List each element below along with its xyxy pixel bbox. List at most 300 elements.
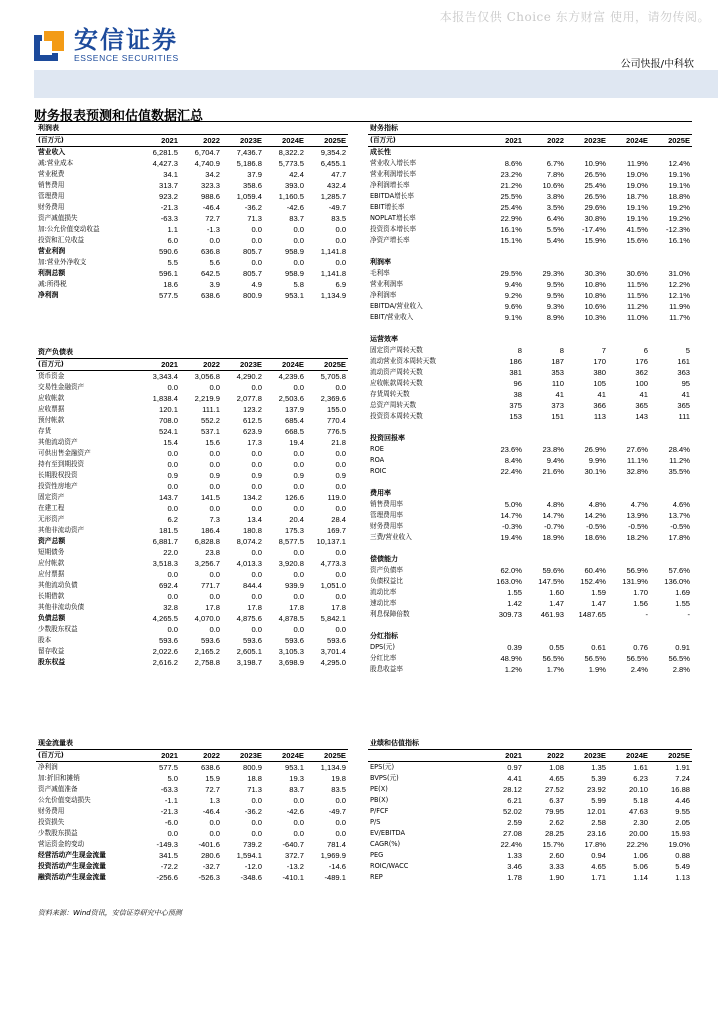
- row-value: 17.8: [289, 603, 304, 612]
- row-label: 营业利润: [38, 247, 66, 255]
- row-label: DPS(元): [370, 643, 395, 651]
- year-header: 2022: [180, 359, 222, 371]
- row-value: -526.3: [198, 873, 220, 882]
- row-value: 10,137.1: [316, 537, 346, 546]
- row-value: 22.0: [163, 548, 178, 557]
- row-value: 18.6: [163, 280, 178, 289]
- row-value: 800.9: [242, 291, 262, 300]
- row-value: 5: [685, 346, 691, 355]
- row-value: 6.0: [167, 236, 178, 245]
- row-label: 总资产周转天数: [370, 401, 417, 409]
- row-value: 0.0: [209, 592, 220, 601]
- row-value: 38: [513, 390, 522, 399]
- row-value: 34.2: [205, 170, 220, 179]
- row-label: 货币资金: [38, 372, 65, 380]
- section-label: 运营效率: [370, 335, 398, 343]
- row-value: 1,141.8: [320, 247, 347, 256]
- row-value: 0.94: [591, 851, 606, 860]
- row-value: 0.0: [209, 383, 220, 392]
- row-label: CAGR(%): [370, 840, 401, 848]
- row-label: 营业利润增长率: [370, 170, 417, 178]
- row-value: 4,295.0: [320, 658, 346, 667]
- row-value: 1.47: [591, 599, 606, 608]
- row-value: 23.8: [205, 548, 220, 557]
- logo-name-en: ESSENCE SECURITIES: [74, 53, 179, 63]
- row-label: 流动营业资本周转天数: [370, 357, 436, 365]
- row-label: 资产负债率: [370, 566, 403, 574]
- table-row: [368, 455, 692, 466]
- row-value: 1.78: [507, 873, 522, 882]
- row-value: 1,838.4: [152, 394, 178, 403]
- table-row: [36, 481, 348, 492]
- row-value: 0.0: [335, 625, 346, 634]
- table-header-row: [36, 359, 348, 371]
- row-value: 0.0: [251, 592, 262, 601]
- row-value: 781.4: [326, 840, 346, 849]
- row-value: -401.6: [198, 840, 220, 849]
- row-value: 4.6%: [672, 500, 691, 509]
- row-value: 23.6%: [500, 445, 522, 454]
- row-label: 投资和汇兑收益: [38, 236, 85, 244]
- row-value: 17.8: [205, 603, 220, 612]
- row-value: 32.8%: [626, 467, 648, 476]
- year-header: 2024E: [264, 750, 306, 762]
- row-value: 593.6: [158, 636, 178, 645]
- row-value: 10.8%: [584, 280, 606, 289]
- table-row: [36, 448, 348, 459]
- row-value: 3,056.8: [194, 372, 220, 381]
- section-label: 偿债能力: [370, 555, 398, 563]
- row-value: 0.0: [251, 383, 262, 392]
- row-value: 0.0: [167, 625, 178, 634]
- row-label: 资产总额: [38, 537, 66, 545]
- row-value: 953.1: [284, 291, 304, 300]
- row-value: 30.3%: [584, 269, 606, 278]
- table-row: [36, 426, 348, 437]
- row-value: -63.3: [160, 214, 178, 223]
- row-value: 6,704.7: [194, 148, 220, 157]
- row-value: 1.42: [507, 599, 522, 608]
- row-value: 17.8: [331, 603, 346, 612]
- row-value: 0.9: [335, 471, 346, 480]
- row-value: -489.1: [324, 873, 346, 882]
- table-row: [36, 795, 348, 806]
- row-value: 0.76: [633, 643, 648, 652]
- row-value: 155.0: [326, 405, 346, 414]
- row-value: 393.0: [284, 181, 304, 190]
- row-value: 20.10: [628, 785, 648, 794]
- row-value: 60.4%: [584, 566, 606, 575]
- row-value: 1,969.9: [320, 851, 346, 860]
- row-value: 380: [593, 368, 606, 377]
- row-value: 18.8%: [668, 192, 691, 201]
- section-row: [368, 554, 692, 565]
- row-value: 0.0: [251, 504, 262, 513]
- row-value: 309.73: [498, 610, 522, 619]
- row-value: 577.5: [158, 763, 178, 772]
- year-header: 2022: [180, 750, 222, 762]
- row-value: 4,427.3: [152, 159, 178, 168]
- row-value: 4.41: [507, 774, 522, 783]
- row-value: 0.0: [293, 818, 304, 827]
- row-value: 13.7%: [668, 511, 691, 520]
- row-value: 18.8: [247, 774, 262, 783]
- row-value: 2.59: [507, 818, 522, 827]
- year-header: 2025E: [650, 750, 692, 762]
- table-row: [36, 213, 348, 224]
- row-label: 负债权益比: [370, 577, 403, 585]
- row-value: 10.8%: [584, 291, 606, 300]
- row-value: 11.7%: [669, 313, 691, 322]
- table-row: [368, 378, 692, 389]
- table-row: [368, 806, 692, 817]
- row-value: 25.5%: [500, 192, 522, 201]
- income-statement-table: [36, 123, 348, 301]
- row-value: 1,285.7: [320, 192, 347, 201]
- table-header-row: [36, 750, 348, 762]
- row-value: 3,343.4: [152, 372, 178, 381]
- row-value: 5.4%: [546, 236, 564, 245]
- row-value: 6,281.5: [152, 148, 178, 157]
- section-label: 投资回报率: [370, 434, 405, 442]
- row-value: 363: [677, 368, 691, 377]
- unit-label: (百万元): [36, 750, 138, 762]
- row-value: 131.9%: [622, 577, 648, 586]
- row-value: 41: [555, 390, 564, 399]
- row-label: 存货: [38, 427, 52, 435]
- valuation-table: [368, 738, 692, 883]
- row-value: 9.1%: [504, 313, 522, 322]
- row-value: 105: [593, 379, 606, 388]
- row-value: 6.37: [549, 796, 564, 805]
- table-row: [36, 268, 348, 279]
- row-value: 15.9: [205, 774, 220, 783]
- row-value: 9.4%: [546, 456, 564, 465]
- row-label: 经营活动产生现金流量: [38, 851, 106, 859]
- row-value: 0.9: [251, 471, 262, 480]
- row-value: 5.0: [167, 774, 178, 783]
- row-value: 22.4%: [500, 840, 522, 849]
- row-value: 29.5%: [500, 269, 522, 278]
- table-title-row: [36, 347, 348, 359]
- row-value: 0.0: [251, 570, 262, 579]
- row-value: 19.1%: [668, 181, 691, 190]
- row-value: 771.7: [200, 581, 220, 590]
- table-row: [36, 657, 348, 668]
- row-value: 169.7: [326, 526, 346, 535]
- row-value: 19.2%: [668, 214, 691, 223]
- row-value: 5,842.1: [320, 614, 346, 623]
- row-value: 72.7: [205, 785, 220, 794]
- row-value: 28.25: [544, 829, 564, 838]
- row-value: 9.5%: [546, 291, 564, 300]
- table-title-row: [36, 738, 348, 750]
- row-value: 668.5: [284, 427, 304, 436]
- row-value: 23.8%: [542, 445, 564, 454]
- table-row: [368, 773, 692, 784]
- row-label: EBIT增长率: [370, 203, 405, 211]
- row-label: 加:公允价值变动收益: [38, 225, 100, 233]
- row-value: 0.0: [293, 796, 304, 805]
- year-header: 2022: [524, 135, 566, 147]
- row-value: 0.0: [251, 818, 262, 827]
- table-row: [36, 569, 348, 580]
- row-value: 11.2%: [627, 302, 648, 311]
- row-value: 4,878.5: [278, 614, 304, 623]
- row-label: 无形资产: [38, 515, 65, 523]
- row-label: 其他非流动负债: [38, 603, 85, 611]
- row-value: 0.0: [209, 460, 220, 469]
- row-value: 180.8: [242, 526, 262, 535]
- table-row: [368, 565, 692, 576]
- table-row: [368, 861, 692, 872]
- row-value: 2.62: [549, 818, 564, 827]
- table-row: [36, 470, 348, 481]
- row-label: PB(X): [370, 796, 389, 804]
- table-header-row: [36, 135, 348, 147]
- row-value: 8.9%: [546, 313, 564, 322]
- row-value: 17.3: [247, 438, 262, 447]
- header-blank: [368, 750, 482, 762]
- row-value: 3.8%: [546, 192, 564, 201]
- row-value: 3,701.4: [320, 647, 346, 656]
- row-value: 23.16: [586, 829, 606, 838]
- financial-indicators-table: [368, 123, 692, 675]
- row-value: 47.63: [628, 807, 648, 816]
- table-title: 利润表: [38, 124, 59, 132]
- row-value: 3,920.8: [278, 559, 304, 568]
- row-value: 147.5%: [538, 577, 564, 586]
- row-value: 41.5%: [626, 225, 648, 234]
- row-label: 营业收入增长率: [370, 159, 417, 167]
- row-value: 381: [509, 368, 522, 377]
- row-label: 营业税费: [38, 170, 65, 178]
- row-value: 2.8%: [672, 665, 691, 674]
- table-row: [368, 235, 692, 246]
- row-value: 1.70: [633, 588, 648, 597]
- row-value: 79.95: [544, 807, 564, 816]
- row-value: 593.6: [326, 636, 346, 645]
- row-value: 151: [551, 412, 564, 421]
- table-row: [368, 839, 692, 850]
- row-value: 83.5: [331, 785, 346, 794]
- row-value: 18.2%: [626, 533, 648, 542]
- row-value: 0.0: [335, 592, 346, 601]
- row-value: 323.3: [200, 181, 220, 190]
- row-value: 0.0: [293, 236, 304, 245]
- row-value: 1.60: [549, 588, 564, 597]
- row-value: 4.46: [675, 796, 691, 805]
- row-label: NOPLAT增长率: [370, 214, 416, 222]
- table-row: [36, 580, 348, 591]
- row-value: 2,077.8: [236, 394, 262, 403]
- table-row: [368, 213, 692, 224]
- row-label: 在建工程: [38, 504, 65, 512]
- row-value: 30.6%: [626, 269, 648, 278]
- row-value: 5.06: [633, 862, 648, 871]
- row-value: -49.7: [328, 807, 346, 816]
- table-row: [368, 202, 692, 213]
- section-row: [368, 334, 692, 345]
- table-row: [368, 817, 692, 828]
- row-label: ROIC: [370, 467, 387, 475]
- table-row: [36, 290, 348, 301]
- row-value: 1,134.9: [320, 763, 346, 772]
- spacer-row: [368, 422, 692, 433]
- row-value: 0.0: [209, 829, 220, 838]
- row-label: 速动比率: [370, 599, 397, 607]
- row-value: 2,503.6: [278, 394, 304, 403]
- row-value: 4,875.6: [236, 614, 262, 623]
- row-label: 管理费用率: [370, 511, 403, 519]
- row-value: 365: [677, 401, 691, 410]
- row-label: 其他流动资产: [38, 438, 78, 446]
- row-value: 642.5: [200, 269, 220, 278]
- row-value: 1.1: [167, 225, 178, 234]
- row-value: -: [645, 610, 648, 619]
- table-row: [36, 257, 348, 268]
- table-row: [368, 169, 692, 180]
- row-value: 4.65: [549, 774, 564, 783]
- row-value: 72.7: [205, 214, 220, 223]
- row-value: 5.39: [591, 774, 606, 783]
- row-value: 0.0: [293, 592, 304, 601]
- row-value: 0.0: [209, 570, 220, 579]
- row-value: 7.24: [675, 774, 691, 783]
- row-value: 313.7: [158, 181, 178, 190]
- table-row: [36, 514, 348, 525]
- table-row: [368, 180, 692, 191]
- table-row: [36, 393, 348, 404]
- row-value: 59.6%: [542, 566, 564, 575]
- row-value: 0.0: [293, 258, 304, 267]
- table-row: [36, 817, 348, 828]
- row-value: 11.0%: [627, 313, 648, 322]
- table-row: [36, 191, 348, 202]
- table-row: [36, 635, 348, 646]
- row-value: 2,022.6: [152, 647, 178, 656]
- table-row: [368, 532, 692, 543]
- table-row: [36, 872, 348, 883]
- row-value: 123.2: [242, 405, 262, 414]
- row-value: 4,773.3: [320, 559, 346, 568]
- row-value: 10.6%: [584, 302, 606, 311]
- row-value: 0.0: [293, 829, 304, 838]
- row-value: 1487.65: [578, 610, 606, 619]
- row-value: 1.55: [507, 588, 522, 597]
- row-value: 2.05: [675, 818, 691, 827]
- logo-mark-icon: [34, 29, 66, 61]
- row-label: 销售费用率: [370, 500, 403, 508]
- table-row: [368, 158, 692, 169]
- company-logo: [34, 27, 179, 63]
- row-value: -149.3: [156, 840, 178, 849]
- row-value: 373: [551, 401, 564, 410]
- row-label: 管理费用: [38, 192, 65, 200]
- section-label: 利润率: [370, 258, 391, 266]
- row-value: 0.0: [335, 796, 346, 805]
- table-row: [36, 180, 348, 191]
- section-row: [368, 147, 692, 159]
- row-value: 0.9: [293, 471, 304, 480]
- row-value: 25.4%: [500, 203, 522, 212]
- unit-label: (百万元): [368, 135, 482, 147]
- row-value: 0.0: [293, 225, 304, 234]
- row-value: 19.3: [289, 774, 304, 783]
- row-value: 25.4%: [584, 181, 606, 190]
- table-row: [368, 642, 692, 653]
- row-label: 流动资产周转天数: [370, 368, 423, 376]
- row-value: 1.47: [549, 599, 564, 608]
- table-row: [368, 598, 692, 609]
- row-value: 0.0: [335, 570, 346, 579]
- row-value: 2.30: [633, 818, 648, 827]
- section-label: 成长性: [370, 148, 391, 156]
- row-value: 0.0: [167, 383, 178, 392]
- row-label: 减:营业成本: [38, 159, 74, 167]
- row-label: 交易性金融资产: [38, 383, 85, 391]
- row-value: 30.1%: [584, 467, 606, 476]
- row-label: 持有至到期投资: [38, 460, 85, 468]
- table-row: [368, 872, 692, 883]
- row-value: -640.7: [282, 840, 304, 849]
- row-value: -0.7%: [544, 522, 564, 531]
- row-value: 9.9%: [588, 456, 606, 465]
- header-bar: [34, 70, 718, 98]
- row-value: 1.59: [591, 588, 606, 597]
- row-value: 537.1: [200, 427, 220, 436]
- row-value: 4,290.2: [236, 372, 262, 381]
- row-value: 2.58: [591, 818, 606, 827]
- row-label: 营运资金的变动: [38, 840, 85, 848]
- row-label: 投资性房地产: [38, 482, 78, 490]
- row-value: 2,616.2: [152, 658, 178, 667]
- row-value: 280.6: [200, 851, 220, 860]
- row-value: 0.0: [251, 796, 262, 805]
- row-value: 186.4: [200, 526, 220, 535]
- row-value: 0.0: [335, 449, 346, 458]
- row-value: 28.4%: [668, 445, 691, 454]
- row-value: 0.0: [293, 383, 304, 392]
- row-value: 152.4%: [580, 577, 606, 586]
- table-title: 财务指标: [370, 124, 398, 132]
- row-value: 4,265.5: [152, 614, 178, 623]
- table-row: [368, 609, 692, 620]
- row-label: 应付票据: [38, 570, 65, 578]
- row-value: 19.1%: [626, 203, 648, 212]
- row-value: 13.9%: [626, 511, 648, 520]
- row-value: 9.4%: [504, 280, 522, 289]
- row-value: 739.2: [242, 840, 262, 849]
- row-value: 1.33: [507, 851, 522, 860]
- row-label: ROA: [370, 456, 385, 464]
- table-row: [36, 382, 348, 393]
- row-value: 15.6: [205, 438, 220, 447]
- spacer-row: [368, 246, 692, 257]
- row-value: 4.7%: [630, 500, 648, 509]
- row-value: 432.4: [327, 181, 347, 190]
- row-value: 1.55: [675, 599, 691, 608]
- row-value: 161: [677, 357, 691, 366]
- row-label: 投资损失: [38, 818, 65, 826]
- row-value: 35.5%: [668, 467, 691, 476]
- row-value: 1,051.0: [320, 581, 346, 590]
- row-value: 805.7: [242, 269, 262, 278]
- row-value: 6,881.7: [152, 537, 178, 546]
- row-value: 1.90: [549, 873, 564, 882]
- row-value: 1,141.8: [320, 269, 347, 278]
- row-value: 19.4%: [500, 533, 522, 542]
